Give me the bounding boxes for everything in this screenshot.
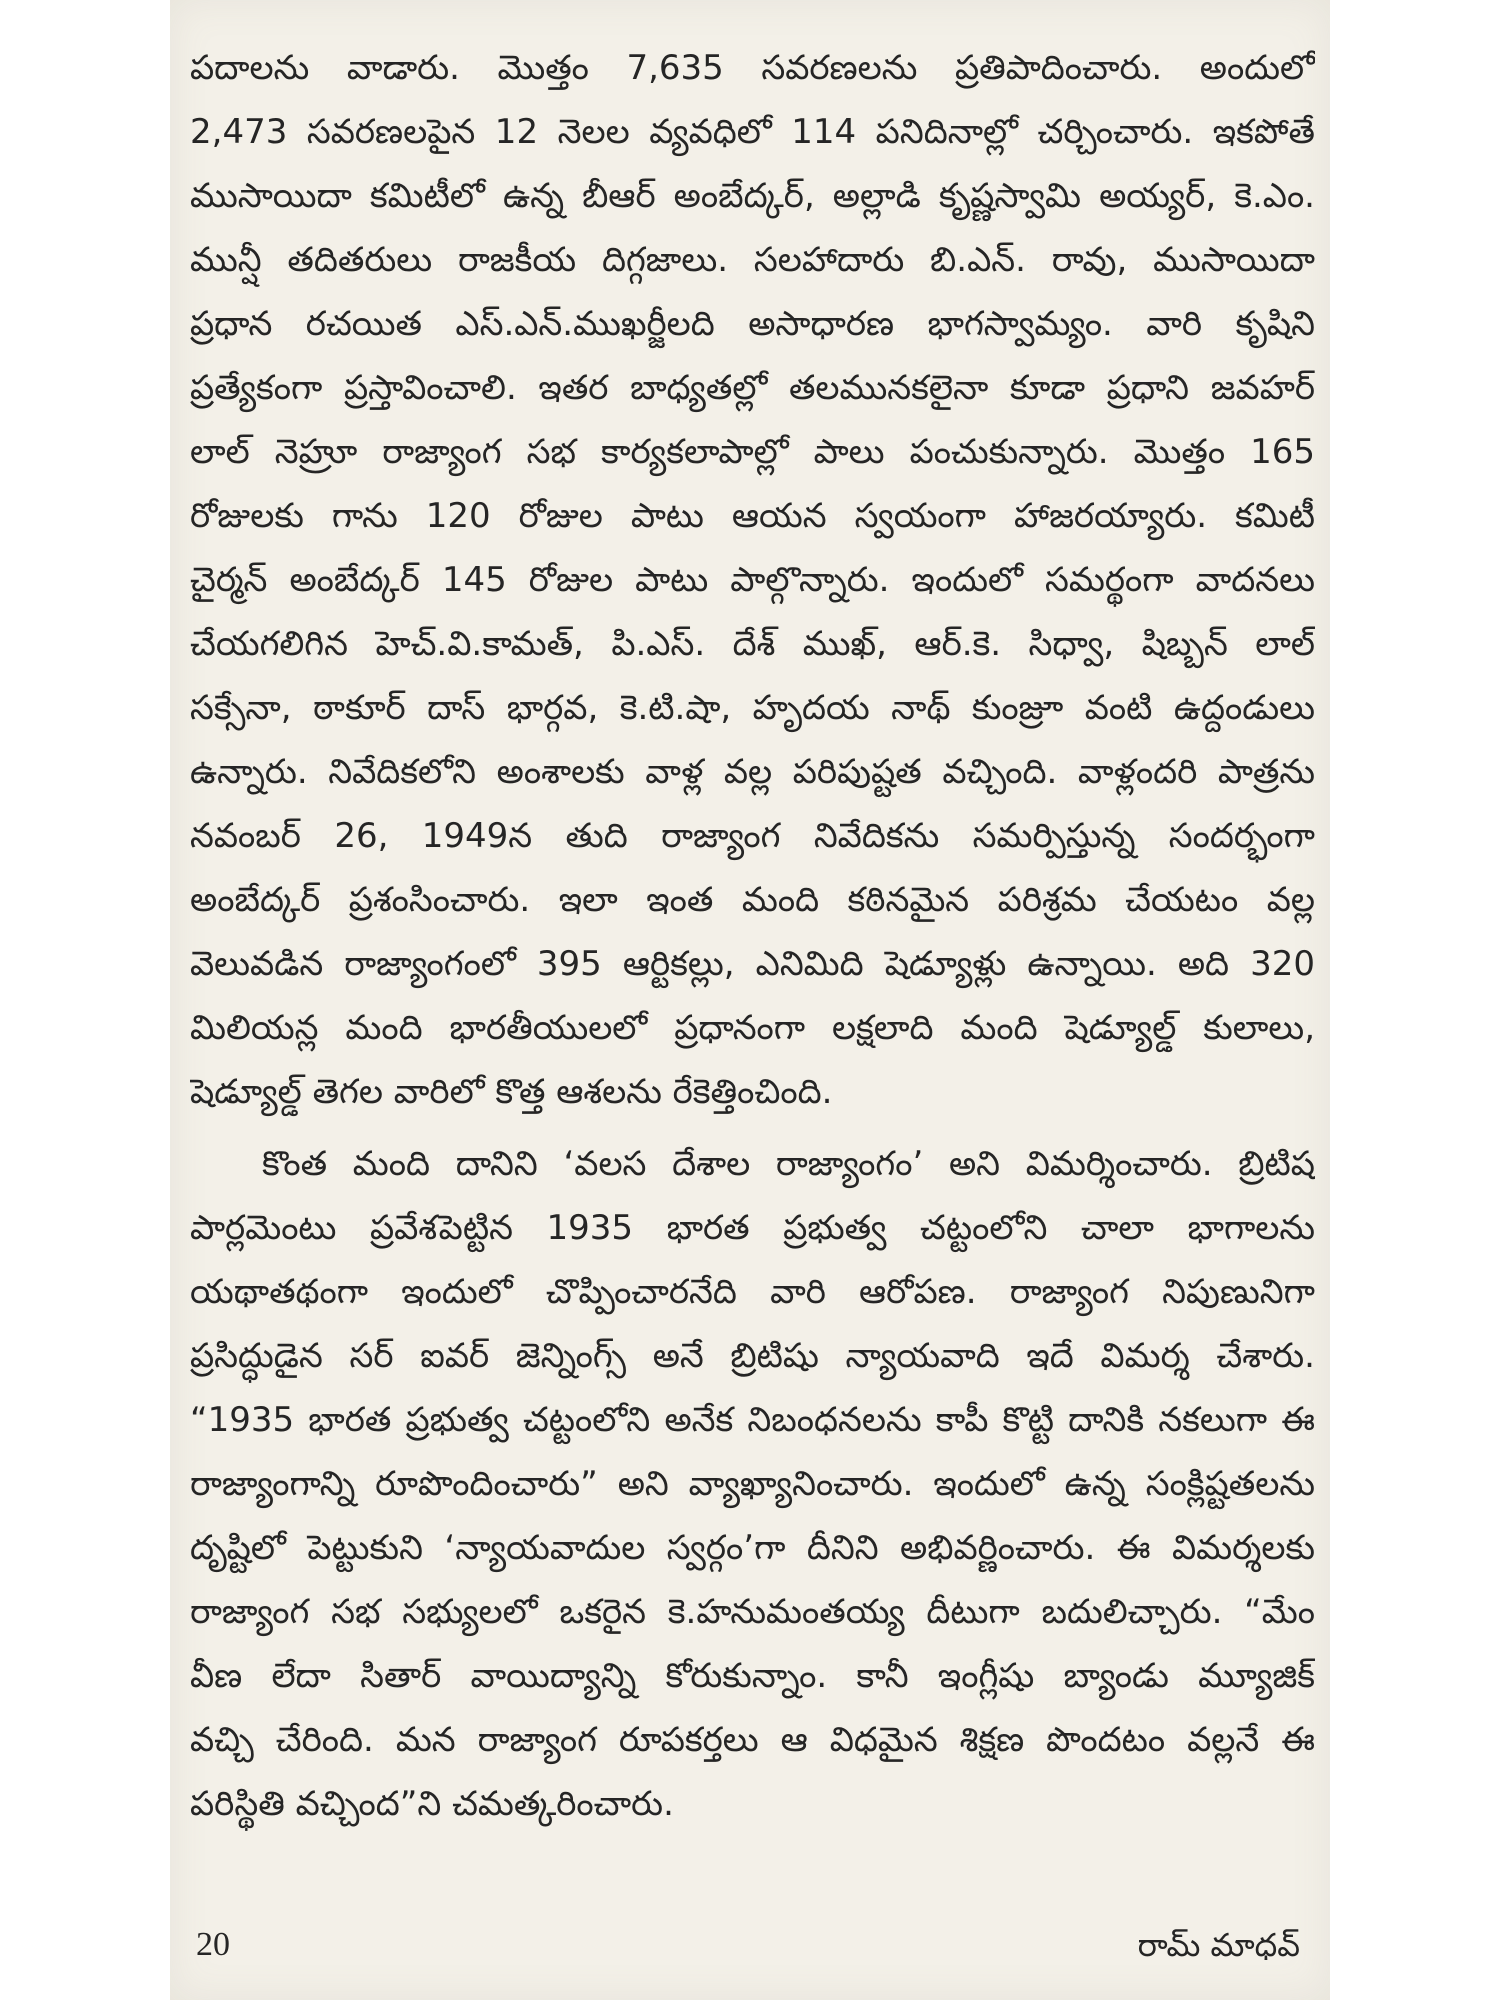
text-line: రోజులకు గాను 120 రోజుల పాటు ఆయన స్వయంగా హాజరయ్యారు. కమిటీ	[190, 496, 1315, 536]
text-line: లాల్ నెహ్రూ రాజ్యాంగ సభ కార్యకలాపాల్లో పాలు పంచుకున్నారు. మొత్తం 165	[190, 432, 1315, 472]
text-line: “1935 భారత ప్రభుత్వ చట్టంలోని అనేక నిబంధనలను కాపీ కొట్టి దానికి నకలుగా ఈ	[190, 1400, 1315, 1440]
text-line: వీణ లేదా సితార్ వాయిద్యాన్ని కోరుకున్నాం. కానీ ఇంగ్లీషు బ్యాండు మ్యూజిక్	[190, 1656, 1315, 1696]
text-line: రాజ్యాంగ సభ సభ్యులలో ఒకరైన కె.హనుమంతయ్య దీటుగా బదులిచ్చారు. “మేం	[190, 1592, 1315, 1632]
text-line: వచ్చి చేరింది. మన రాజ్యాంగ రూపకర్తలు ఆ విధమైన శిక్షణ పొందటం వల్లనే ఈ	[190, 1720, 1315, 1760]
page-footer	[190, 1920, 1300, 1970]
text-line: ప్రధాన రచయిత ఎస్.ఎన్.ముఖర్జీలది అసాధారణ భాగస్వామ్యం. వారి కృషిని	[190, 304, 1315, 344]
text-line: మున్షీ తదితరులు రాజకీయ దిగ్గజాలు. సలహాదారు బి.ఎన్. రావు, ముసాయిదా	[190, 240, 1315, 280]
text-line: పదాలను వాడారు. మొత్తం 7,635 సవరణలను ప్రతిపాదించారు. అందులో	[190, 48, 1315, 88]
page-number: 20	[196, 1926, 230, 1963]
text-line: 2,473 సవరణలపైన 12 నెలల వ్యవధిలో 114 పనిదినాల్లో చర్చించారు. ఇకపోతే	[190, 112, 1315, 152]
text-line: యథాతథంగా ఇందులో చొప్పించారనేది వారి ఆరోపణ. రాజ్యాంగ నిపుణునిగా	[190, 1272, 1315, 1312]
text-line: పరిస్థితి వచ్చింద”ని చమత్కరించారు.	[190, 1784, 674, 1824]
text-line: మిలియన్ల మంది భారతీయులలో ప్రధానంగా లక్షలాది మంది షెడ్యూల్డ్ కులాలు,	[190, 1008, 1315, 1048]
paragraph-1	[190, 36, 1315, 1124]
paragraph-2	[190, 1132, 1315, 1836]
text-line: చైర్మన్ అంబేద్కర్ 145 రోజుల పాటు పాల్గొన్నారు. ఇందులో సమర్థంగా వాదనలు	[190, 560, 1315, 600]
text-line: ఉన్నారు. నివేదికలోని అంశాలకు వాళ్ల వల్ల పరిపుష్టత వచ్చింది. వాళ్లందరి పాత్రను	[190, 752, 1315, 792]
text-line: నవంబర్ 26, 1949న తుది రాజ్యాంగ నివేదికను సమర్పిస్తున్న సందర్భంగా	[190, 816, 1315, 856]
text-line: కొంత మంది దానిని ‘వలస దేశాల రాజ్యాంగం’ అని విమర్శించారు. బ్రిటిష	[262, 1144, 1315, 1184]
text-line: ప్రత్యేకంగా ప్రస్తావించాలి. ఇతర బాధ్యతల్లో తలమునకలైనా కూడా ప్రధాని జవహర్	[190, 368, 1315, 408]
text-line: ప్రసిద్ధుడైన సర్ ఐవర్ జెన్నింగ్స్ అనే బ్రిటిషు న్యాయవాది ఇదే విమర్శ చేశారు.	[190, 1336, 1315, 1376]
text-line: వెలువడిన రాజ్యాంగంలో 395 ఆర్టికల్లు, ఎనిమిది షెడ్యూళ్లు ఉన్నాయి. అది 320	[190, 944, 1315, 984]
text-line: ముసాయిదా కమిటీలో ఉన్న బీఆర్ అంబేద్కర్, అల్లాడి కృష్ణస్వామి అయ్యర్, కె.ఎం.	[190, 176, 1315, 216]
text-line: చేయగలిగిన హెచ్.వి.కామత్, పి.ఎస్. దేశ్ ముఖ్, ఆర్.కె. సిధ్వా, షిబ్బన్ లాల్	[190, 624, 1315, 664]
running-footer-author: రామ్ మాధవ్	[1137, 1926, 1300, 1964]
text-line: షెడ్యూల్డ్ తెగల వారిలో కొత్త ఆశలను రేకెత్తించింది.	[190, 1072, 833, 1112]
text-line: దృష్టిలో పెట్టుకుని ‘న్యాయవాదుల స్వర్గం’గా దీనిని అభివర్ణించారు. ఈ విమర్శలకు	[190, 1528, 1315, 1568]
page-body	[190, 36, 1315, 1836]
text-line: సక్సేనా, ఠాకూర్ దాస్ భార్గవ, కె.టి.షా, హృదయ నాథ్ కుంజ్రూ వంటి ఉద్దండులు	[190, 688, 1315, 728]
text-line: పార్లమెంటు ప్రవేశపెట్టిన 1935 భారత ప్రభుత్వ చట్టంలోని చాలా భాగాలను	[190, 1208, 1315, 1248]
text-line: రాజ్యాంగాన్ని రూపొందించారు” అని వ్యాఖ్యానించారు. ఇందులో ఉన్న సంక్లిష్టతలను	[190, 1464, 1315, 1504]
text-line: అంబేద్కర్ ప్రశంసించారు. ఇలా ఇంత మంది కఠినమైన పరిశ్రమ చేయటం వల్ల	[190, 880, 1315, 920]
